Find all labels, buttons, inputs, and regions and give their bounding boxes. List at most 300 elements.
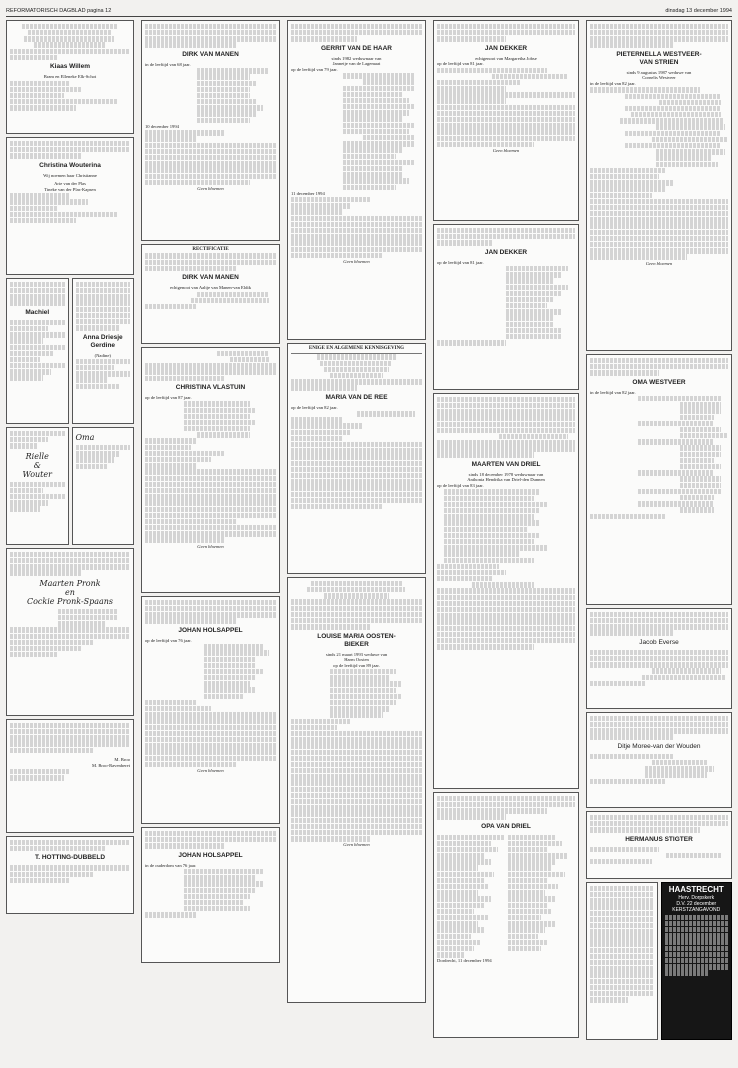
ad-anniversary-pronk xyxy=(6,548,134,716)
text-line xyxy=(590,898,654,903)
text-line xyxy=(499,434,568,439)
text-line xyxy=(590,87,700,92)
death-age-louise: op de leeftijd van 89 jaar. xyxy=(333,662,380,668)
text-line xyxy=(590,991,654,996)
text-line xyxy=(638,421,714,426)
text-line xyxy=(145,706,211,711)
text-line xyxy=(10,375,43,380)
text-line xyxy=(437,576,492,581)
text-line xyxy=(665,964,729,969)
text-line xyxy=(291,436,343,441)
text-line xyxy=(437,428,575,433)
text-line xyxy=(291,473,422,478)
text-line xyxy=(343,116,402,121)
text-line xyxy=(330,681,402,686)
text-line xyxy=(590,24,728,29)
text-line xyxy=(590,821,728,826)
text-line xyxy=(343,92,402,97)
ad-death-dirk-1 xyxy=(141,20,280,241)
text-line xyxy=(590,236,728,241)
text-line xyxy=(680,476,721,481)
text-line xyxy=(343,178,409,183)
text-line xyxy=(437,86,506,91)
text-line xyxy=(76,464,109,469)
death-age-maria: op de leeftijd van 82 jaar. xyxy=(291,404,338,410)
text-line xyxy=(590,935,654,940)
text-line xyxy=(145,469,276,474)
column-3 xyxy=(287,20,426,1006)
text-line xyxy=(10,735,130,740)
text-line xyxy=(590,205,728,210)
text-line xyxy=(10,652,58,657)
text-line xyxy=(145,831,276,836)
text-line xyxy=(291,811,422,816)
geen-bloemen-5: Geen bloemen xyxy=(343,842,370,848)
text-line xyxy=(291,430,350,435)
text-line xyxy=(652,760,707,765)
text-line xyxy=(204,669,263,674)
text-line xyxy=(10,282,65,287)
text-line xyxy=(10,775,64,780)
text-line xyxy=(145,24,276,29)
text-line xyxy=(492,74,568,79)
text-line xyxy=(145,731,276,736)
text-line xyxy=(291,467,422,472)
text-line xyxy=(437,903,484,908)
text-line xyxy=(437,934,471,939)
column-5 xyxy=(586,20,732,1042)
text-line xyxy=(590,997,628,1002)
death-name-dirk-2: DIRK VAN MANEN xyxy=(182,274,239,282)
text-line xyxy=(291,209,343,214)
row-machiel-anna xyxy=(6,278,134,427)
text-line xyxy=(330,700,396,705)
text-line xyxy=(291,197,370,202)
ad-opa-van-driel xyxy=(433,792,579,1038)
text-line xyxy=(343,98,409,103)
ad-death-gerrit xyxy=(287,20,426,340)
text-line xyxy=(145,36,276,41)
text-line xyxy=(508,946,542,951)
death-sub-gerrit: sinds 1982 weduwnaar van Jannetje van de Lagemaat xyxy=(331,55,382,67)
text-line xyxy=(506,272,561,277)
text-line xyxy=(437,847,498,852)
birth-name-anna: Anna Driesje Gerdine xyxy=(82,333,123,349)
text-line xyxy=(590,630,673,635)
text-line xyxy=(437,111,575,116)
text-line xyxy=(10,488,43,493)
text-line xyxy=(437,878,484,883)
text-line xyxy=(437,921,478,926)
text-line xyxy=(437,796,575,801)
death-age-johan-2: in de ouderdom van 76 jaar. xyxy=(145,862,197,868)
text-line xyxy=(145,537,224,542)
text-line xyxy=(343,172,402,177)
text-line xyxy=(145,376,224,381)
text-line xyxy=(22,24,118,29)
text-line xyxy=(76,325,120,330)
text-line xyxy=(10,147,130,152)
death-age-gerrit: op de leeftijd van 79 jaar. xyxy=(291,66,338,72)
text-line xyxy=(204,687,256,692)
text-line xyxy=(145,500,276,505)
text-line xyxy=(343,160,415,165)
text-line xyxy=(680,495,715,500)
text-line xyxy=(291,768,422,773)
text-line xyxy=(444,539,534,544)
text-line xyxy=(291,799,422,804)
text-line xyxy=(590,223,728,228)
text-line xyxy=(204,675,256,680)
death-name-johan: JOHAN HOLSAPPEL xyxy=(178,626,243,634)
ad-death-jan-1 xyxy=(433,20,579,221)
text-line xyxy=(665,939,729,944)
text-line xyxy=(437,595,575,600)
text-line xyxy=(437,952,464,957)
text-line xyxy=(508,915,542,920)
text-line xyxy=(437,440,575,445)
text-line xyxy=(10,500,48,505)
text-line xyxy=(10,640,94,645)
text-line xyxy=(197,111,256,116)
text-line xyxy=(444,489,541,494)
text-line xyxy=(291,24,422,29)
text-line xyxy=(330,694,402,699)
text-line xyxy=(10,49,130,54)
text-line xyxy=(291,612,422,617)
text-line xyxy=(506,334,561,339)
text-line xyxy=(145,30,276,35)
text-line xyxy=(508,859,555,864)
ad-ditje xyxy=(586,712,732,808)
text-line xyxy=(638,396,721,401)
death-name-jan: JAN DEKKER xyxy=(484,44,528,52)
death-sub-jan: echtgenoot van Margaretha Jobse xyxy=(475,55,537,61)
text-line xyxy=(145,42,237,47)
text-line xyxy=(145,369,276,374)
text-line xyxy=(330,669,396,674)
column-1 xyxy=(6,20,134,917)
text-line xyxy=(437,446,575,451)
death-name-opa: OPA VAN DRIEL xyxy=(481,822,531,830)
text-line xyxy=(437,619,575,624)
death-name-ditje: Ditje Moree-van der Wouden xyxy=(617,742,701,750)
text-line xyxy=(76,300,131,305)
text-line xyxy=(184,900,243,905)
text-line xyxy=(145,363,276,368)
text-line xyxy=(145,513,276,518)
text-line xyxy=(184,408,256,413)
text-line xyxy=(590,358,728,363)
text-line xyxy=(145,756,276,761)
text-line xyxy=(508,940,549,945)
place-date-2: 11 december 1994 xyxy=(291,190,325,196)
text-line xyxy=(437,872,494,877)
text-line xyxy=(76,294,131,299)
death-age-jan: op de leeftijd van 81 jaar. xyxy=(437,61,484,67)
text-line xyxy=(10,193,70,198)
text-line xyxy=(76,307,131,312)
text-line xyxy=(437,884,488,889)
ad-death-maria xyxy=(287,343,426,574)
text-line xyxy=(437,814,506,819)
text-line xyxy=(645,766,714,771)
text-line xyxy=(656,162,718,167)
text-line xyxy=(437,570,506,575)
text-line xyxy=(590,847,659,852)
text-line xyxy=(145,167,276,172)
death-age-maarten: op de leeftijd van 83 jaar. xyxy=(437,483,484,489)
text-line xyxy=(291,624,370,629)
text-line xyxy=(204,657,256,662)
text-line xyxy=(204,681,250,686)
text-line xyxy=(472,582,534,587)
text-line xyxy=(145,700,197,705)
text-line xyxy=(590,242,728,247)
text-line xyxy=(652,137,728,142)
text-line xyxy=(437,422,575,427)
text-line xyxy=(625,106,722,111)
text-line xyxy=(291,731,422,736)
haastrecht-title: HAASTRECHT xyxy=(668,885,724,894)
text-line xyxy=(506,322,554,327)
text-line xyxy=(291,756,422,761)
text-line xyxy=(10,338,43,343)
text-line xyxy=(508,890,545,895)
text-line xyxy=(291,725,337,730)
text-line xyxy=(34,42,106,47)
text-line xyxy=(437,228,575,233)
text-line xyxy=(10,326,48,331)
text-line xyxy=(665,921,729,926)
text-line xyxy=(291,599,422,604)
text-line xyxy=(437,613,575,618)
text-line xyxy=(76,313,131,318)
text-line xyxy=(437,632,575,637)
text-line xyxy=(197,99,256,104)
text-line xyxy=(291,485,422,490)
text-line xyxy=(145,600,276,605)
text-line xyxy=(76,359,131,364)
text-line xyxy=(10,748,94,753)
text-line xyxy=(145,749,276,754)
text-line xyxy=(145,725,276,730)
text-line xyxy=(145,304,197,309)
text-line xyxy=(76,377,109,382)
text-line xyxy=(437,638,575,643)
ad-hotting xyxy=(6,836,134,914)
text-line xyxy=(437,409,575,414)
text-line xyxy=(145,174,276,179)
text-line xyxy=(590,979,654,984)
text-line xyxy=(437,240,492,245)
text-line xyxy=(343,166,402,171)
text-line xyxy=(291,461,422,466)
text-line xyxy=(58,621,106,626)
text-line xyxy=(590,42,673,47)
text-line xyxy=(184,420,256,425)
text-line xyxy=(291,222,422,227)
text-line xyxy=(291,836,370,841)
column-2 xyxy=(141,20,280,966)
text-line xyxy=(145,482,276,487)
place-date-1: 10 december 1994 xyxy=(145,123,179,129)
text-line xyxy=(145,253,276,258)
text-line xyxy=(145,519,237,524)
anniversary-names: Maarten Pronk en Cockie Pronk-Spaans xyxy=(26,578,114,606)
text-line xyxy=(230,357,269,362)
text-line xyxy=(437,909,474,914)
text-line xyxy=(506,285,568,290)
text-line xyxy=(508,909,552,914)
ad-rielle xyxy=(6,427,69,545)
text-line xyxy=(508,865,552,870)
text-line xyxy=(437,940,481,945)
ad-death-johan-2 xyxy=(141,827,280,963)
death-name-maria: MARIA VAN DE REE xyxy=(325,393,388,401)
text-line xyxy=(508,934,538,939)
death-name-maarten: MAARTEN VAN DRIEL xyxy=(471,460,541,468)
text-line xyxy=(197,105,263,110)
text-line xyxy=(343,185,395,190)
text-line xyxy=(10,153,82,158)
text-line xyxy=(437,92,575,97)
text-line xyxy=(437,142,534,147)
text-line xyxy=(10,729,130,734)
text-line xyxy=(590,618,728,623)
text-line xyxy=(291,454,422,459)
text-line xyxy=(10,345,65,350)
birth-parents-2: Arie van der Plas Tineke van der Plas-Kapsen xyxy=(44,181,96,192)
text-line xyxy=(76,384,120,389)
text-line xyxy=(437,36,506,41)
ad-death-johan-1 xyxy=(141,596,280,824)
birth-name: Kiaas Willem xyxy=(49,63,91,71)
text-line xyxy=(508,896,555,901)
haastrecht-sub: Herv. Dorpskerk D.V. 22 december KERSTZANGAVOND xyxy=(672,894,721,914)
text-line xyxy=(590,681,645,686)
text-line xyxy=(506,266,568,271)
text-line xyxy=(191,298,270,303)
text-line xyxy=(665,946,729,951)
text-line xyxy=(590,199,728,204)
ad-haastrecht xyxy=(661,882,733,1040)
death-age-johan: op de leeftijd van 76 jaar. xyxy=(145,637,192,643)
text-line xyxy=(437,644,534,649)
text-line xyxy=(10,769,70,774)
text-line xyxy=(10,300,65,305)
text-line xyxy=(10,363,65,368)
text-line xyxy=(437,915,488,920)
text-line xyxy=(291,240,422,245)
text-line xyxy=(330,712,382,717)
text-line xyxy=(145,463,197,468)
text-line xyxy=(590,923,654,928)
text-line xyxy=(197,292,269,297)
ad-death-christina xyxy=(141,347,280,593)
row-rielle-oma xyxy=(6,427,134,548)
text-line xyxy=(508,884,559,889)
text-line xyxy=(343,147,402,152)
text-line xyxy=(665,970,709,975)
ad-thanks xyxy=(6,719,134,833)
ad-oma-westveer xyxy=(586,354,732,605)
text-line xyxy=(145,718,276,723)
text-line xyxy=(291,824,422,829)
text-line xyxy=(10,105,76,110)
death-sub-pieternella: sinds 9 augustus 1987 weduwe van Cornelis Westveer xyxy=(626,69,692,81)
ad-oma xyxy=(72,427,135,545)
text-line xyxy=(343,141,415,146)
death-age-jan-2: op de leeftijd van 81 jaar. xyxy=(437,259,484,265)
text-line xyxy=(204,663,256,668)
text-line xyxy=(145,712,276,717)
text-line xyxy=(508,853,569,858)
text-line xyxy=(343,154,395,159)
text-line xyxy=(506,315,554,320)
text-line xyxy=(145,260,276,265)
text-line xyxy=(590,859,652,864)
text-line xyxy=(324,593,390,598)
text-line xyxy=(291,203,350,208)
text-line xyxy=(343,86,415,91)
text-line xyxy=(590,180,673,185)
text-line xyxy=(10,627,130,632)
text-line xyxy=(506,303,547,308)
text-line xyxy=(444,527,527,532)
ad-birth-kiaas xyxy=(6,20,134,134)
text-line xyxy=(590,36,728,41)
text-line xyxy=(10,294,65,299)
death-name-christina: CHRISTINA VLASTUIN xyxy=(175,383,246,391)
text-line xyxy=(145,531,276,536)
text-line xyxy=(10,369,51,374)
ad-machiel xyxy=(6,278,69,424)
death-name-pieternella: PIETERNELLA WESTVEER- VAN STRIEN xyxy=(616,50,702,66)
text-line xyxy=(291,719,350,724)
text-line xyxy=(330,688,396,693)
text-line xyxy=(680,507,715,512)
text-line xyxy=(145,266,237,271)
text-line xyxy=(145,451,224,456)
text-line xyxy=(291,492,422,497)
text-line xyxy=(590,886,654,891)
text-line xyxy=(145,507,276,512)
text-line xyxy=(10,206,58,211)
text-line xyxy=(437,80,520,85)
text-line xyxy=(665,915,729,920)
geen-bloemen-7: Geen bloemen xyxy=(645,260,673,266)
text-line xyxy=(444,520,541,525)
text-line xyxy=(10,558,130,563)
text-line xyxy=(638,489,721,494)
text-line xyxy=(291,30,422,35)
text-line xyxy=(590,966,654,971)
row-kerstzang xyxy=(586,882,732,1042)
ad-birth-christina xyxy=(6,137,134,275)
text-line xyxy=(590,972,654,977)
text-line xyxy=(659,100,721,105)
text-line xyxy=(291,504,383,509)
oma-title: Oma xyxy=(75,433,95,442)
text-line xyxy=(638,470,714,475)
death-age-oma-westveer: in de leeftijd van 82 jaar. xyxy=(590,389,636,395)
text-line xyxy=(324,367,390,372)
text-line xyxy=(590,364,728,369)
text-line xyxy=(76,319,131,324)
text-line xyxy=(437,68,547,73)
text-line xyxy=(506,328,561,333)
